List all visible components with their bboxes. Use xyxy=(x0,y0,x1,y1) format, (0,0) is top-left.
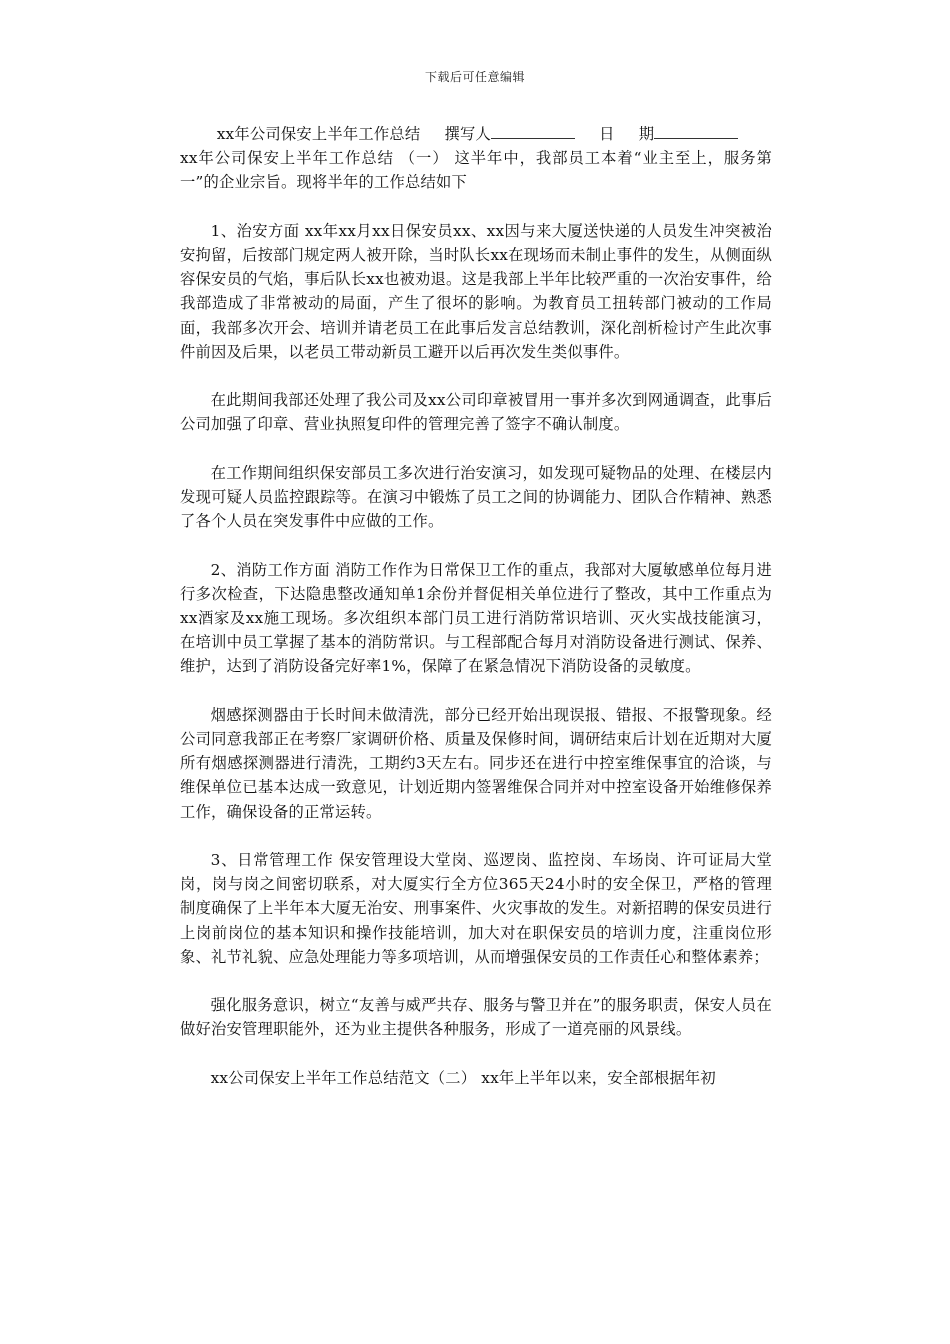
paragraph-drills: 在工作期间组织保安部员工多次进行治安演习，如发现可疑物品的处理、在楼层内发现可疑人员监控跟踪等。在演习中锻炼了员工之间的协调能力、团队合作精神、熟悉了各个人员在突发事件中应做的工作。 xyxy=(180,463,772,531)
writer-blank xyxy=(491,124,575,139)
title-line xyxy=(180,122,772,146)
page-header-caption: 下载后可任意编辑 xyxy=(424,70,525,84)
paragraph-security: 1、治安方面 xx年xx月xx日保安员xx、xx因与来大厦送快递的人员发生冲突被治安拘留，后按部门规定两人被开除，当时队长xx在现场而未制止事件的发生，从侧面纵容保安员的气焰，事后队长xx也被劝退。这是我部上半年比较严重的一次治安事件，给我部造成了非常被动的局面，产生了很坏的影响。为教育员工扭转部门被动的工作局面，我部多次开会、培训并请老员工在此事后发言总结教训，深化剖析检讨产生此次事件前因及后果，以老员工带动新员工避开以后再次发生类似事件。 xyxy=(180,221,772,361)
date-label-1: 日 xyxy=(599,125,615,143)
paragraph-smoke-detectors: 烟感探测器由于长时间未做清洗，部分已经开始出现误报、错报、不报警现象。经公司同意我部正在考察厂家调研价格、质量及保修时间，调研结束后计划在近期对大厦所有烟感探测器进行清洗，工期约3天左右。同步还在进行中控室维保事宜的洽谈，与维保单位已基本达成一致意见，计划近期内签署维保合同并对中控室设备开始维修保养工作，确保设备的正常运转。 xyxy=(180,705,772,821)
paragraph-seal-incident: 在此期间我部还处理了我公司及xx公司印章被冒用一事并多次到网通调查，此事后公司加强了印章、营业执照复印件的管理完善了签字不确认制度。 xyxy=(180,391,772,434)
date-blank xyxy=(654,124,738,139)
paragraph-service-awareness: 强化服务意识，树立“友善与威严共存、服务与警卫并在”的服务职责，保安人员在做好治安管理职能外，还为业主提供各种服务，形成了一道亮丽的风景线。 xyxy=(180,996,772,1039)
document-body xyxy=(180,122,772,1114)
document-title: xx年公司保安上半年工作总结 xyxy=(216,125,421,143)
date-label-2: 期 xyxy=(638,125,655,143)
paragraph-fire-safety: 2、消防工作方面 消防工作作为日常保卫工作的重点，我部对大厦敏感单位每月进行多次检查，下达隐患整改通知单1余份并督促相关单位进行了整改，其中工作重点为xx酒家及xx施工现场。多次组织本部门员工进行消防常识培训、灭火实战技能演习，在培训中员工掌握了基本的消防常识。与工程部配合每月对消防设备进行测试、保养、维护，达到了消防设备完好率1%，保障了在紧急情况下消防设备的灵敏度。 xyxy=(180,560,772,676)
paragraph-second-summary: xx公司保安上半年工作总结范文（二） xx年上半年以来，安全部根据年初 xyxy=(210,1068,716,1087)
writer-label: 撰写人 xyxy=(444,125,491,143)
paragraph-daily-management: 3、日常管理工作 保安管理设大堂岗、巡逻岗、监控岗、车场岗、许可证局大堂岗，岗与岗之间密切联系，对大厦实行全方位365天24小时的安全保卫，严格的管理制度确保了上半年本大厦无治安、刑事案件、火灾事故的发生。对新招聘的保安员进行上岗前岗位的基本知识和操作技能培训，加大对在职保安员的培训力度，注重岗位形象、礼节礼貌、应急处理能力等多项培训，从而增强保安员的工作责任心和整体素养； xyxy=(180,851,772,966)
title-block xyxy=(180,122,772,195)
intro-text: xx年公司保安上半年工作总结 （一） 这半年中，我部员工本着“业主至上，服务第一”的企业宗旨。现将半年的工作总结如下 xyxy=(180,149,772,192)
